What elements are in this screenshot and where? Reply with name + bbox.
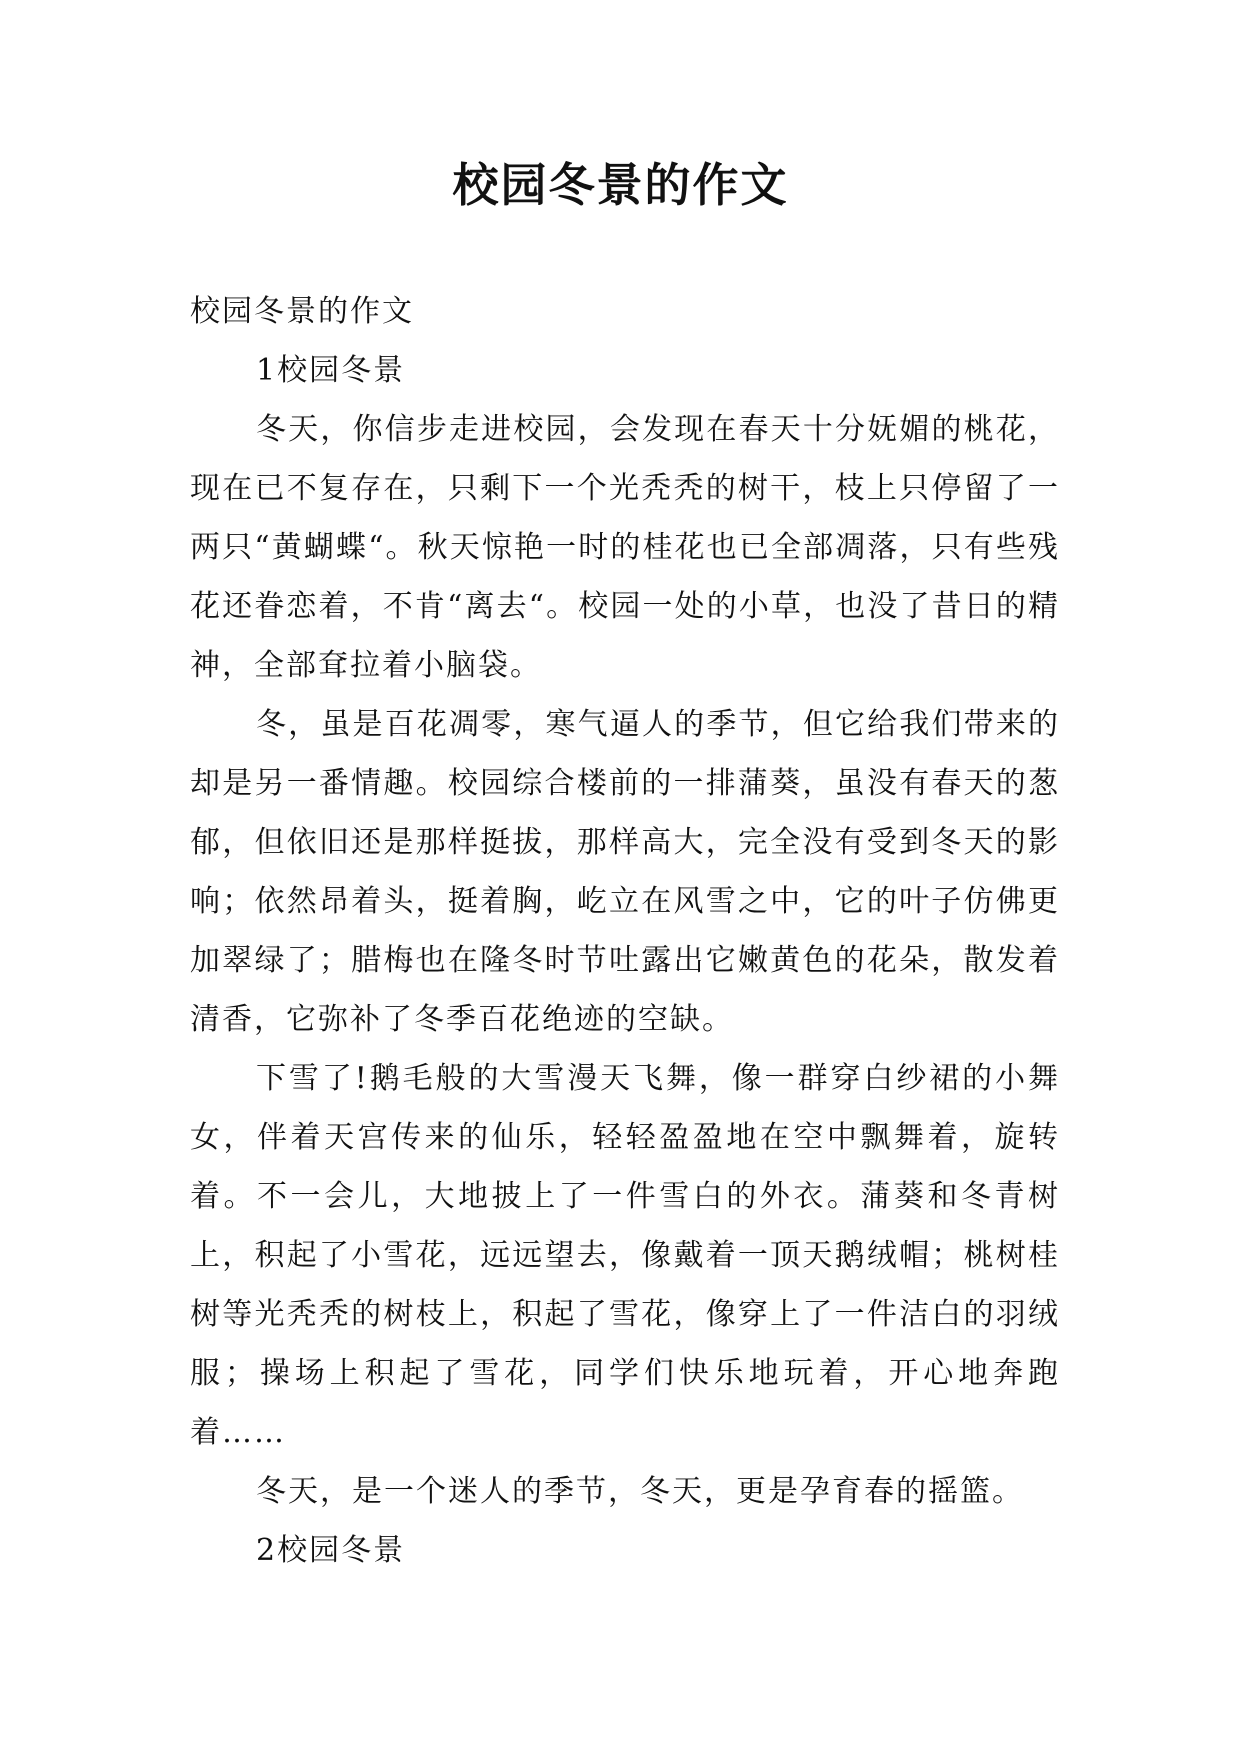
body-paragraph-4: 冬天，是一个迷人的季节，冬天，更是孕育春的摇篮。: [256, 1474, 1024, 1509]
section-heading-1: 1校园冬景: [256, 353, 406, 388]
document-body: [190, 282, 1060, 1580]
section-heading-2: 2校园冬景: [256, 1533, 406, 1568]
document-title: 校园冬景的作文: [452, 158, 789, 212]
body-paragraph-1: 冬天，你信步走进校园，会发现在春天十分妩媚的桃花，现在已不复存在，只剩下一个光秃秃的树干，枝上只停留了一两只“黄蝴蝶“。秋天惊艳一时的桂花也已全部凋落，只有些残花还眷恋着，不肯“离去“。校园一处的小草，也没了昔日的精神，全部耷拉着小脑袋。: [190, 412, 1060, 683]
subtitle-paragraph: 校园冬景的作文: [190, 294, 414, 329]
body-paragraph-2: 冬，虽是百花凋零，寒气逼人的季节，但它给我们带来的却是另一番情趣。校园综合楼前的一排蒲葵，虽没有春天的葱郁，但依旧还是那样挺拔，那样高大，完全没有受到冬天的影响；依然昂着头，挺着胸，屹立在风雪之中，它的叶子仿佛更加翠绿了；腊梅也在隆冬时节吐露出它嫩黄色的花朵，散发着清香，它弥补了冬季百花绝迹的空缺。: [190, 707, 1060, 1037]
body-paragraph-3: 下雪了!鹅毛般的大雪漫天飞舞，像一群穿白纱裙的小舞女，伴着天宫传来的仙乐，轻轻盈盈地在空中飘舞着，旋转着。不一会儿，大地披上了一件雪白的外衣。蒲葵和冬青树上，积起了小雪花，远远望去，像戴着一顶天鹅绒帽；桃树桂树等光秃秃的树枝上，积起了雪花，像穿上了一件洁白的羽绒服；操场上积起了雪花，同学们快乐地玩着，开心地奔跑着……: [190, 1061, 1060, 1450]
